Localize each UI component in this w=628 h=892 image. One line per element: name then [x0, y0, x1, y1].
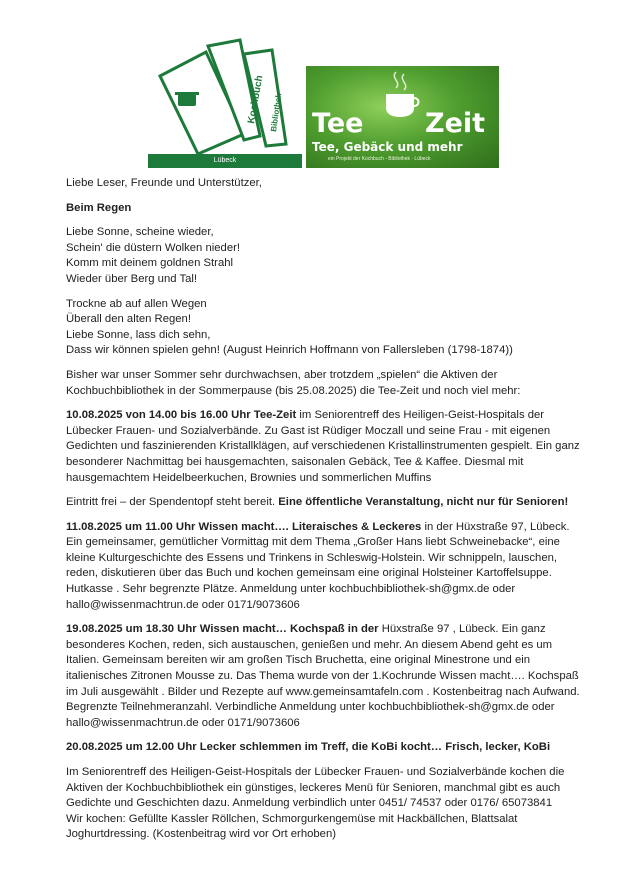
- poem-line: Schein' die düstern Wolken nieder!: [66, 241, 241, 254]
- event-1-title: 10.08.2025 von 14.00 bis 16.00 Uhr Tee-Zeit: [66, 409, 297, 422]
- event-4-text: Im Seniorentreff des Heiligen-Geist-Hospitals der Lübecker Frauen- und Sozialverbände kochen die Aktiven der Kochbuchbibliothek ein günstiges, leckeres Menü für Senioren, manchmal gibt es auch Gedichte und Geschichten dazu. Anmeldung verbindlich unter 0451/ 74537 oder 0176/ 65073841 Wir kochen: Gefüllte Kassler Röllchen, Schmorgurkengemüse mit Hackbällchen, Blattsalat Joghurtdressing. (Kostenbeitrag wird vor Ort erhoben): [66, 766, 565, 841]
- logo-city: Lübeck: [213, 157, 237, 164]
- kochbuch-bibliothek-logo: [148, 36, 302, 168]
- event-1: [66, 408, 586, 486]
- poem-title: Beim Regen: [66, 201, 132, 214]
- poem-stanza-2: [66, 297, 586, 359]
- books-icon: [148, 36, 302, 154]
- svg-text:Bibliothek: Bibliothek: [269, 92, 284, 133]
- poem-line: Dass wir können spielen gehn! (August Heinrich Hoffmann von Fallersleben (1798-1874)): [66, 344, 513, 357]
- event-4-title: 20.08.2025 um 12.00 Uhr Lecker schlemmen im Treff, die KoBi kocht… Frisch, lecker, KoBi: [66, 741, 551, 754]
- poem-line: Liebe Sonne, scheine wieder,: [66, 226, 214, 239]
- event-1-text: im Seniorentreff des Heiligen-Geist-Hospitals der Lübecker Frauen- und Sozialverbände. Zu Gast ist Rüdiger Moczall und seine Frau - mit eigenen Gedichten und faszinierenden Kristallklägen, auf verschiedenen Kristallinstrumenten gespielt. Ein ganz besonderer Nachmittag bei hausgemachten, saisonalen Gebäck, Tee & Kaffee. Diesmal mit hausgemachtem Heidelbeerkuchen, Brownies und sommerlichen Muffins: [66, 409, 580, 484]
- intro-paragraph: Bisher war unser Sommer sehr durchwachsen, aber trotzdem „spielen“ die Aktiven der Kochbuchbibliothek in der Sommerpause (bis 25.08.2025) die Tee-Zeit und noch viel mehr:: [66, 368, 521, 397]
- letter-body: [66, 176, 586, 852]
- poem-line: Komm mit deinem goldnen Strahl: [66, 257, 234, 270]
- logo-subtitle: Tee, Gebäck und mehr: [312, 140, 463, 154]
- poem-line: Wieder über Berg und Tal!: [66, 272, 198, 285]
- logo-tiny-text: ein Projekt der Kochbuch - Bibliothek · Lübeck: [328, 156, 431, 162]
- event-2: [66, 520, 586, 614]
- poem-line: Trockne ab auf allen Wegen: [66, 297, 207, 310]
- event-2-text: in der Hüxstraße 97, Lübeck. Ein gemeinsamer, gemütlicher Vormittag mit dem Thema „Großer Hans liebt Schweinebacke“, eine kleine Kulturgeschichte des Essens und Trinkens in Schleswig-Holstein. Wir schnippeln, lauschen, reden, diskutieren über das Buch und kochen gemeinsam eine original Holsteiner Kartoffelsuppe. Hutkasse . Sehr begrenzte Plätze. Anmeldung unter kochbuchbibliothek-sh@gmx.de oder hallo@wissenmachtrun.de oder 0171/9073606: [66, 520, 570, 611]
- event-4-menu: Wir kochen: Gefüllte Kassler Röllchen, Schmorgurkengemüse mit Hackbällchen, Blattsalat Joghurtdressing. (Kostenbeitrag wird vor Ort erhoben): [66, 812, 518, 841]
- logo-tee-word: Tee: [312, 108, 364, 139]
- logo-city-band: [148, 154, 302, 168]
- poem-line: Überall den alten Regen!: [66, 313, 191, 326]
- poem-line: Liebe Sonne, lass dich sehn,: [66, 328, 211, 341]
- poem-stanza-1: [66, 225, 586, 287]
- event-1-note: Eintritt frei – der Spendentopf steht bereit. Eine öffentliche Veranstaltung, nicht nur für Senioren!: [66, 496, 569, 509]
- event-2-title: 11.08.2025 um 11.00 Uhr Wissen macht…. Literaisches & Leckeres: [66, 520, 422, 533]
- teacup-icon: [380, 70, 420, 118]
- svg-text:Kochbuch: Kochbuch: [246, 74, 266, 125]
- event-3-title: 19.08.2025 um 18.30 Uhr Wissen macht… Kochspaß in der: [66, 623, 379, 636]
- salutation: Liebe Leser, Freunde und Unterstützer,: [66, 177, 262, 189]
- event-3-text: Hüxstraße 97 , Lübeck. Ein ganz besonderes Kochen, reden, sich austauschen, genießen und mehr. An diesem Abend geht es um Italien. Gemeinsam bereiten wir am großen Tisch Bruchetta, eine original Minestrone und ein italienisches Zitronen Mousse zu. Das Thema wurde von der 1.Kochrunde Wissen macht…. Kochspaß im Juli ausgewählt . Bilder und Rezepte auf www.gemeinsamtafeln.com . Kostenbeitrag nach Aufwand. Begrenzte Teilnehmeranzahl. Verbindliche Anmeldung unter kochbuchbibliothek-sh@gmx.de oder hallo@wissenmachtrun.de oder 0171/9073606: [66, 623, 580, 729]
- event-3: [66, 622, 586, 731]
- logo-zeit-word: Zeit: [425, 108, 486, 139]
- tee-zeit-logo: [306, 66, 499, 168]
